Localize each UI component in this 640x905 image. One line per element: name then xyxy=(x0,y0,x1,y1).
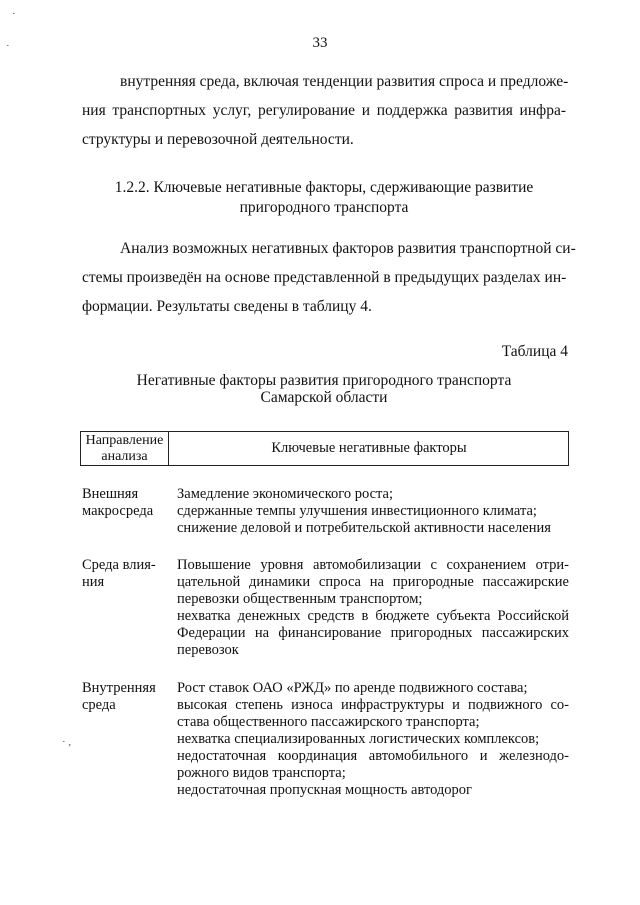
paragraph-line: структуры и перевозочной деятельности. xyxy=(82,131,354,148)
direction-line: среда xyxy=(82,697,116,713)
page-number: 33 xyxy=(312,35,328,51)
scan-speck: · , xyxy=(62,736,72,748)
table-title xyxy=(82,372,566,406)
row-factors xyxy=(177,680,569,799)
factor-line: снижение деловой и потребительской активности населения xyxy=(177,520,551,536)
header-direction-line: анализа xyxy=(101,449,148,464)
header-direction-cell xyxy=(81,432,169,465)
row-direction xyxy=(82,486,170,520)
section-heading-line: 1.2.2. Ключевые негативные факторы, сдерживающие развитие xyxy=(114,179,534,196)
paragraph-line: ния транспортных услуг, регулирование и поддержка развития инфра- xyxy=(82,102,566,119)
paragraph-line: стемы произведён на основе представленной в предыдущих разделах ин- xyxy=(82,269,567,286)
analysis-paragraph xyxy=(82,234,576,321)
factor-line: става общественного пассажирского транспорта; xyxy=(177,714,480,730)
header-direction-line: Направление xyxy=(85,433,164,448)
factor-line: Федерации на финансирование пригородных пассажирских xyxy=(177,625,569,641)
factor-line: Рост ставок ОАО «РЖД» по аренде подвижного состава; xyxy=(177,680,528,696)
paragraph-line: Анализ возможных негативных факторов развития транспортной си- xyxy=(120,240,576,257)
factor-line: недостаточная пропускная мощность автодорог xyxy=(177,782,472,798)
scan-speck: · xyxy=(12,8,16,20)
direction-line: Внешняя xyxy=(82,486,139,502)
section-heading xyxy=(82,178,566,218)
scan-speck: · xyxy=(6,40,10,52)
row-factors xyxy=(177,557,569,659)
table-number: Таблица 4 xyxy=(501,343,568,360)
row-factors xyxy=(177,486,569,537)
factor-line: рожного видов транспорта; xyxy=(177,765,346,781)
direction-line: Внутренняя xyxy=(82,680,156,696)
factor-line: перевозки общественным транспортом; xyxy=(177,591,423,607)
factor-line: Замедление экономического роста; xyxy=(177,486,394,502)
factor-line: цательной динамики спроса на пригородные пассажирские xyxy=(177,574,569,590)
row-direction xyxy=(82,680,170,714)
factor-line: Повышение уровня автомобилизации с сохранением отри- xyxy=(177,557,569,573)
table-title-line: Негативные факторы развития пригородного транспорта xyxy=(136,372,512,389)
paragraph-line: внутренняя среда, включая тенденции развития спроса и предложе- xyxy=(120,73,569,90)
table-title-line: Самарской области xyxy=(260,389,388,406)
section-heading-line: пригородного транспорта xyxy=(239,199,409,216)
direction-line: ния xyxy=(82,574,105,590)
factor-line: нехватка специализированных логистических комплексов; xyxy=(177,731,540,747)
direction-line: макросреда xyxy=(82,503,154,519)
table-header xyxy=(80,431,569,466)
factor-line: недостаточная координация автомобильного и железнодо- xyxy=(177,748,569,764)
factor-line: перевозок xyxy=(177,642,239,658)
paragraph-line: формации. Результаты сведены в таблицу 4. xyxy=(82,298,372,315)
factor-line: нехватка денежных средств в бюджете субъекта Российской xyxy=(177,608,569,624)
row-direction xyxy=(82,557,170,591)
intro-paragraph xyxy=(82,67,569,154)
direction-line: Среда влия- xyxy=(82,557,156,573)
factor-line: сдержанные темпы улучшения инвестиционного климата; xyxy=(177,503,537,519)
factor-line: высокая степень износа инфраструктуры и подвижного со- xyxy=(177,697,569,713)
header-factors-cell: Ключевые негативные факторы xyxy=(271,440,467,456)
